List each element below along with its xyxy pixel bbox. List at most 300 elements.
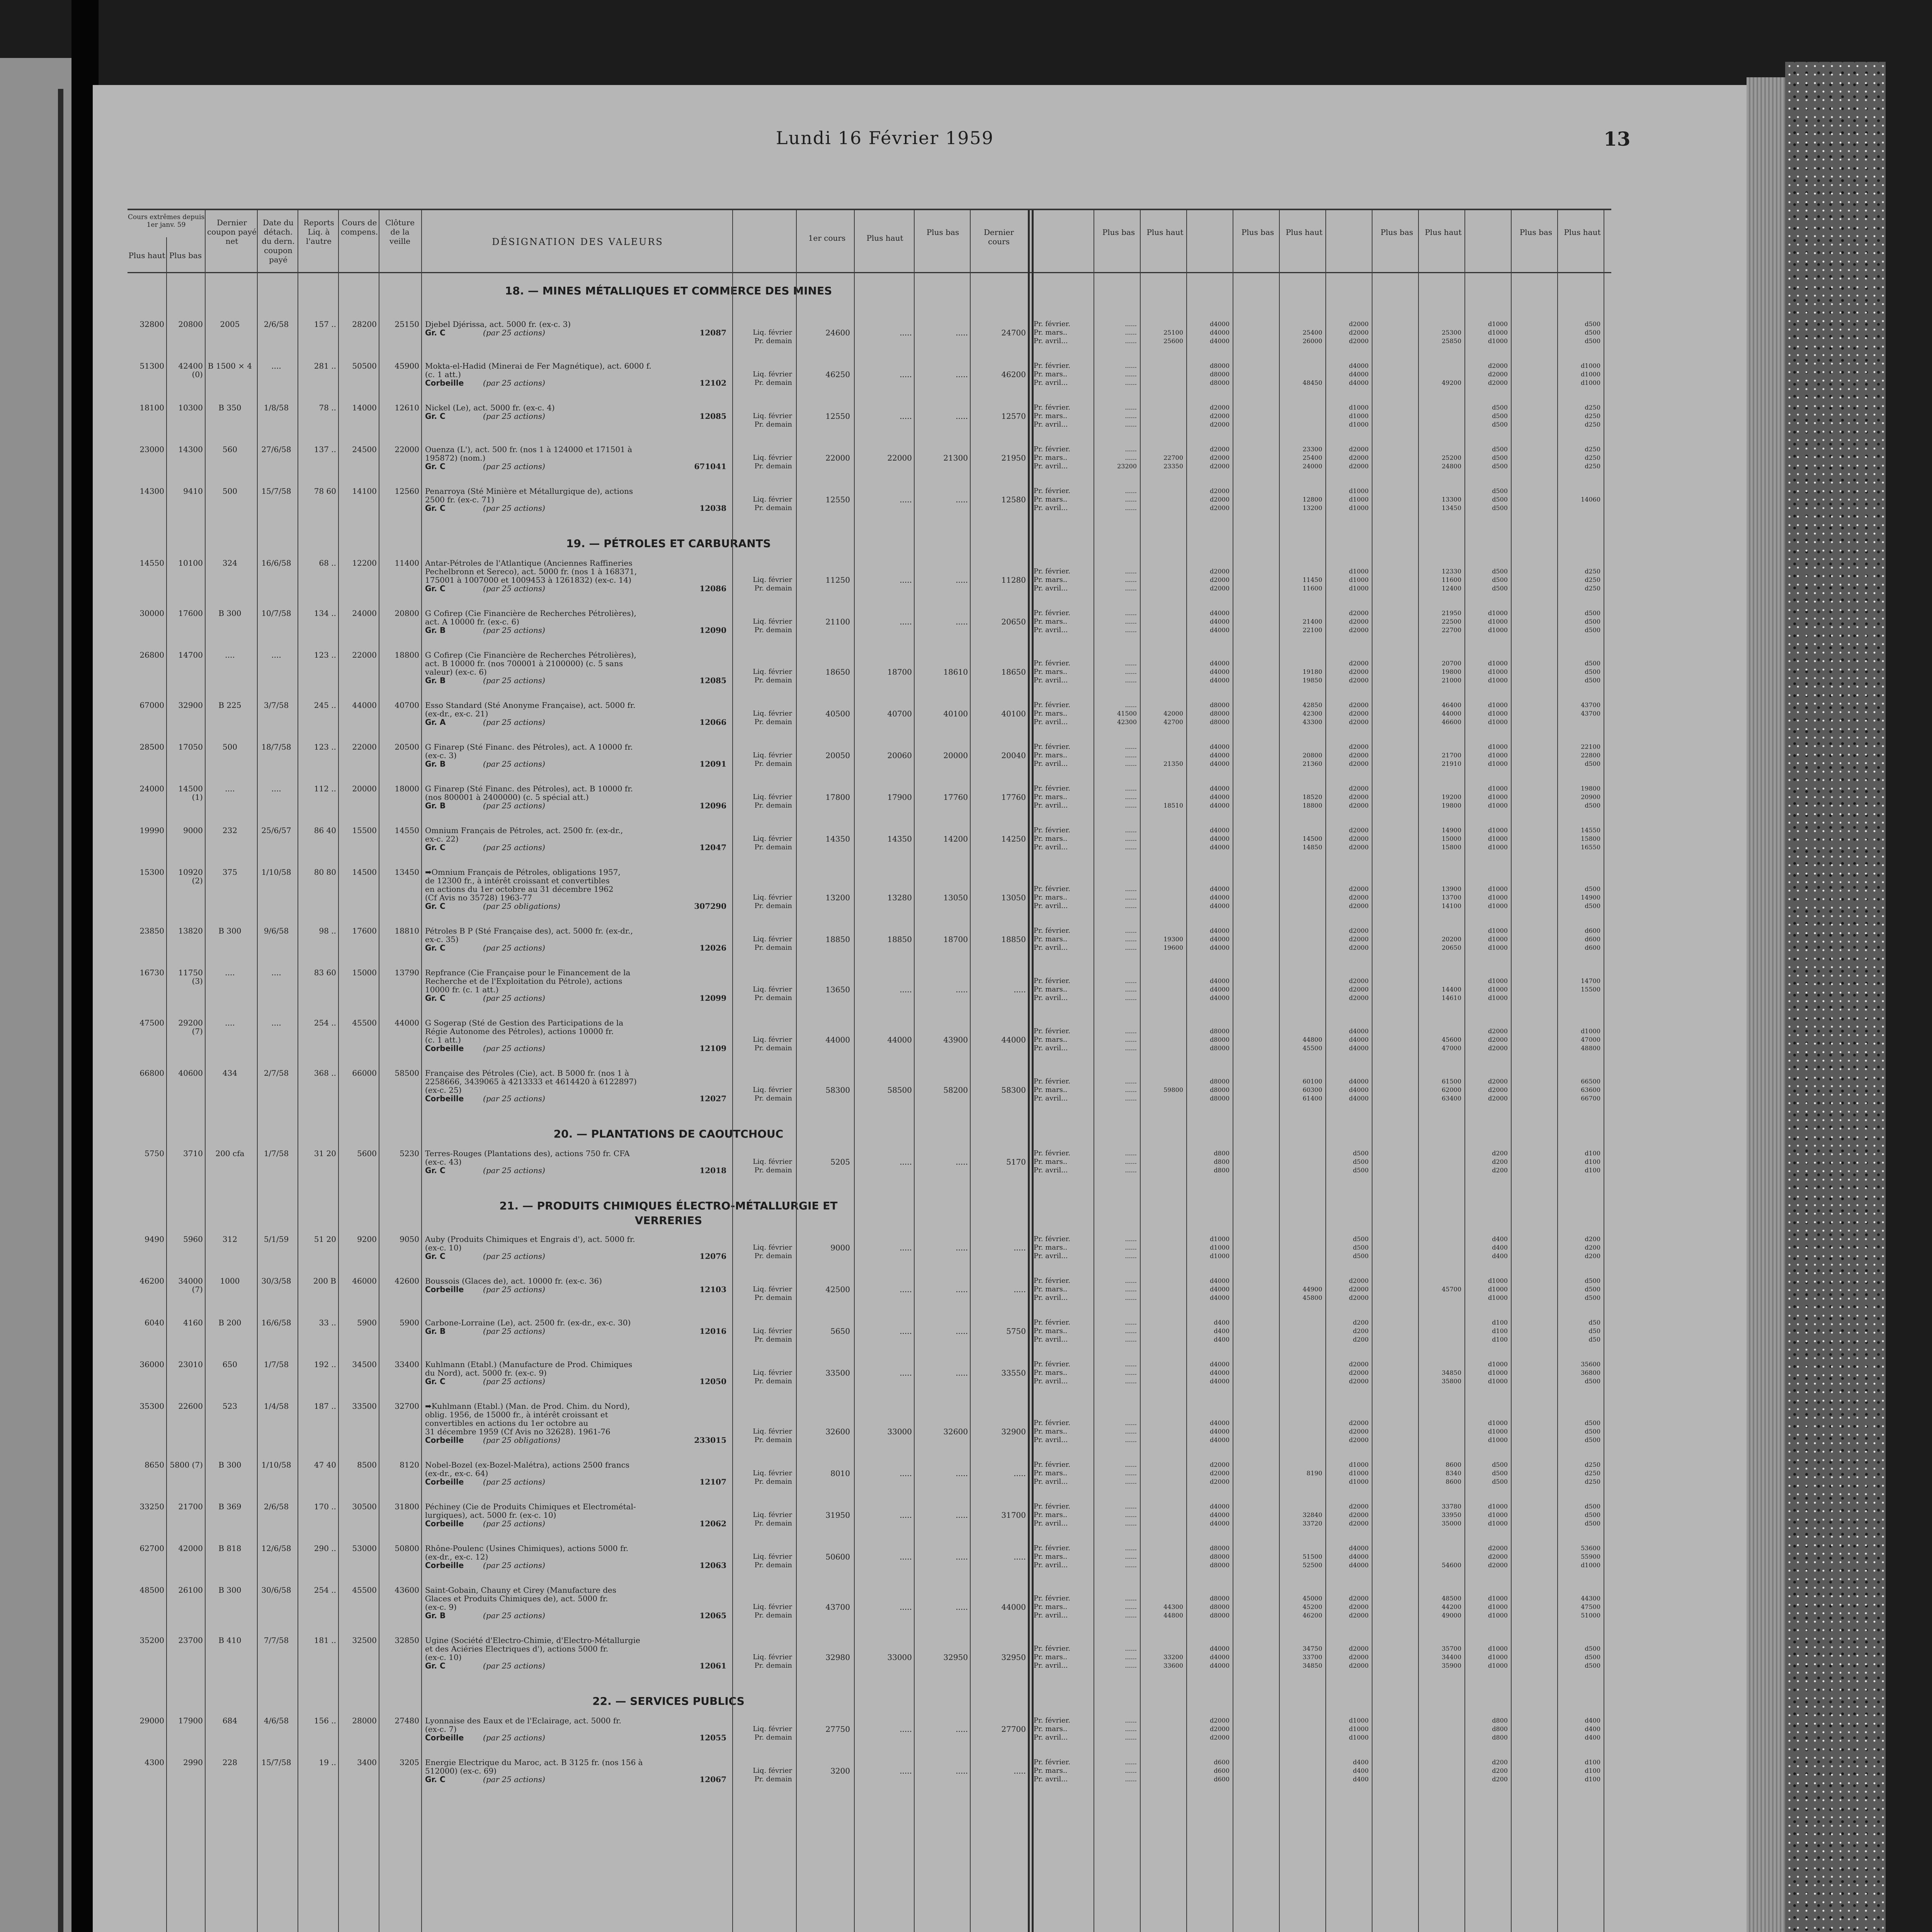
premium-value: d200 [1585, 1244, 1600, 1251]
settlement-labels [734, 1725, 792, 1742]
premium-column-2 [1140, 701, 1183, 726]
premium-value: d2000 [1210, 404, 1230, 411]
premium-value: d4000 [1210, 935, 1230, 943]
premium-value: 46400 [1442, 701, 1461, 709]
premium-value: d400 [1214, 1327, 1230, 1335]
quote-dernier: 40100 [1001, 709, 1026, 718]
settlement-label: Pr. demain [754, 504, 792, 512]
premium-value: 25100 [1163, 329, 1183, 336]
premium-column-2 [1140, 1645, 1183, 1670]
cell-clot: 25150 [395, 320, 419, 329]
premium-value: 25400 [1303, 454, 1322, 461]
premium-column-5 [1325, 1544, 1369, 1570]
premium-value: 53600 [1581, 1544, 1600, 1552]
premium-value: ...... [1125, 785, 1137, 792]
security-code: 12062 [699, 1519, 726, 1528]
premium-value: ...... [1125, 894, 1137, 901]
premium-value: d4000 [1210, 944, 1230, 951]
premium-value: 42300 [1117, 718, 1137, 726]
cell-coupon: 324 [222, 558, 238, 568]
security-designation [425, 559, 730, 593]
premium-value: ...... [1125, 1653, 1137, 1661]
security-designation [425, 1461, 730, 1486]
premium-value [1140, 1243, 1183, 1252]
premium-column-3 [1186, 445, 1230, 471]
cell-ph: 35200 [139, 1636, 164, 1645]
premium-labels [1034, 977, 1092, 1002]
premium-value: 20800 [1303, 752, 1322, 759]
designation-line: valeur) (ex-c. 6) [425, 667, 487, 677]
premium-column-3 [1186, 1027, 1230, 1053]
settlement-label: Liq. février [753, 985, 792, 993]
premium-value: d1000 [1488, 668, 1508, 675]
premium-value: d800 [1214, 1158, 1230, 1165]
premium-value: d200 [1492, 1776, 1508, 1783]
premium-value: 35800 [1442, 1378, 1461, 1385]
premium-value: d8000 [1210, 1095, 1230, 1102]
cell-pb: 17600 [178, 609, 203, 618]
premium-value: 55900 [1581, 1553, 1600, 1560]
cell-coupon: 500 [222, 742, 238, 752]
premium-value: 34850 [1303, 1662, 1322, 1669]
premium-value [1140, 826, 1183, 835]
settlement-label: Liq. février [753, 1036, 792, 1044]
premium-column-8 [1557, 1318, 1600, 1344]
cell-coupon: B 300 [218, 1460, 242, 1469]
col-dernier-coupon: Dernier coupon payé net [207, 218, 257, 246]
quote-dernier: 27700 [1001, 1725, 1026, 1734]
premium-value: d100 [1585, 1167, 1600, 1174]
premium-label: Pr. avril... [1034, 801, 1068, 810]
premium-column-2 [1140, 1758, 1183, 1784]
cell-pb: 2990 [183, 1758, 203, 1767]
premium-column-7 [1464, 1544, 1508, 1570]
security-code: 671041 [694, 462, 726, 471]
premium-value: d2000 [1210, 1725, 1230, 1733]
cell-comp: 32500 [352, 1636, 377, 1645]
premium-value: ...... [1125, 927, 1137, 934]
premium-value [1140, 1027, 1183, 1036]
quote-premier: 5650 [830, 1327, 850, 1336]
premium-value: d2000 [1210, 454, 1230, 461]
premium-value: d2000 [1210, 463, 1230, 470]
cell-coupon: B 818 [218, 1544, 242, 1553]
quote-haut: ..... [900, 412, 912, 421]
cell-clot: 31800 [395, 1502, 419, 1511]
cell-rep: 157 .. [314, 320, 336, 329]
quote-premier: 3200 [830, 1766, 850, 1776]
designation-line: 10000 fr. (c. 1 att.) [425, 985, 499, 994]
designation-line: Carbone-Lorraine (Le), act. 2500 fr. (ex-dr., ex-c. 30) [425, 1318, 631, 1327]
premium-value: d500 [1492, 1478, 1508, 1485]
quote-bas: 21300 [943, 453, 968, 463]
premium-column-5 [1325, 320, 1369, 345]
premium-label: Pr. mars.. [1034, 576, 1068, 584]
premium-value: d50 [1588, 1319, 1600, 1326]
premium-value [1279, 1716, 1322, 1725]
cell-ph: 47500 [139, 1018, 164, 1027]
group-line [425, 1094, 730, 1103]
premium-value: 21910 [1442, 760, 1461, 767]
premium-value: d500 [1585, 320, 1600, 328]
premium-value: ...... [1125, 1167, 1137, 1174]
premium-value: 44300 [1581, 1595, 1600, 1602]
premium-value: ...... [1125, 1734, 1137, 1741]
lot-size: (par 25 actions) [483, 626, 545, 635]
premium-label: Pr. mars.. [1034, 1327, 1068, 1335]
premium-value: d2000 [1349, 463, 1369, 470]
quote-bas: ..... [956, 1602, 968, 1612]
premium-labels [1034, 1318, 1092, 1344]
premium-value [1140, 362, 1183, 370]
quote-haut: ..... [900, 1327, 912, 1336]
cell-clot: 22000 [395, 445, 419, 454]
premium-column-3 [1186, 487, 1230, 512]
premium-value: d2000 [1349, 1378, 1369, 1385]
premium-column-1 [1094, 445, 1137, 471]
cell-coupon: 684 [222, 1716, 238, 1725]
premium-value: 19600 [1163, 944, 1183, 951]
cell-pb: 4160 [183, 1318, 203, 1327]
quote-dernier: ..... [1014, 1469, 1026, 1478]
designation-line: Péchiney (Cie de Produits Chimiques et Electrométal- [425, 1502, 636, 1511]
cell-coupon: 434 [222, 1068, 238, 1078]
premium-value: d250 [1585, 1478, 1600, 1485]
premium-value [1418, 487, 1461, 495]
premium-column-3 [1186, 1758, 1230, 1784]
premium-column-7 [1464, 1277, 1508, 1302]
premium-value: d2000 [1349, 785, 1369, 792]
premium-value: d50 [1588, 1327, 1600, 1335]
premium-value: ...... [1125, 1286, 1137, 1293]
premium-label: Pr. avril... [1034, 1044, 1068, 1052]
cell-rep: 368 .. [314, 1068, 336, 1078]
premium-label: Pr. février. [1034, 362, 1071, 370]
designation-line: Lyonnaise des Eaux et de l'Eclairage, act. 5000 fr. [425, 1716, 621, 1725]
premium-value: d500 [1492, 454, 1508, 461]
group-code: Gr. C [425, 462, 446, 471]
premium-value [1279, 1235, 1322, 1243]
table-row [128, 445, 1611, 471]
premium-column-3 [1186, 1716, 1230, 1742]
cell-date: .... [271, 784, 281, 793]
premium-labels [1034, 362, 1092, 387]
premium-value: d1000 [1581, 1561, 1600, 1569]
premium-value: d4000 [1210, 986, 1230, 993]
premium-value: 22100 [1581, 743, 1600, 750]
quote-dernier: ..... [1014, 1766, 1026, 1776]
premium-value: d1000 [1488, 885, 1508, 893]
premium-value: d4000 [1210, 626, 1230, 634]
designation-line: (ex-c. 10) [425, 1243, 462, 1252]
premium-value: d1000 [1349, 404, 1369, 411]
cell-pb: 14700 [178, 650, 203, 660]
premium-value: ...... [1125, 827, 1137, 834]
premium-value [1418, 1436, 1461, 1444]
table-row [128, 1019, 1611, 1053]
cell-date: 1/8/58 [264, 403, 289, 412]
settlement-labels [734, 1553, 792, 1570]
premium-label: Pr. février. [1034, 1318, 1071, 1327]
premium-value: 35900 [1442, 1662, 1461, 1669]
premium-value: d2000 [1210, 412, 1230, 420]
premium-value: d8000 [1210, 718, 1230, 726]
premium-column-7 [1464, 977, 1508, 1002]
premium-column-1 [1094, 1318, 1137, 1344]
premium-value: 25600 [1163, 337, 1183, 345]
premium-value [1418, 403, 1461, 412]
premium-column-2 [1140, 1716, 1183, 1742]
premium-label: Pr. avril... [1034, 1166, 1068, 1174]
premium-column-7 [1464, 1027, 1508, 1053]
premium-value: d2000 [1349, 668, 1369, 675]
marbled-binding [1785, 62, 1886, 1932]
column-rule [1511, 210, 1512, 1932]
premium-column-5 [1325, 1235, 1369, 1260]
premium-column-5 [1325, 927, 1369, 952]
cell-ph: 15300 [139, 867, 164, 877]
premium-value: d4000 [1210, 329, 1230, 336]
group-line [425, 1662, 730, 1670]
premium-value: 44800 [1163, 1612, 1183, 1619]
premium-labels [1034, 659, 1092, 685]
premium-value: d1000 [1349, 568, 1369, 575]
premium-column-7 [1464, 609, 1508, 634]
premium-column-4 [1279, 1594, 1322, 1620]
table-row [128, 1758, 1611, 1784]
premium-value [1140, 1369, 1183, 1377]
premium-value: d4000 [1210, 1419, 1230, 1427]
quote-bas: ..... [956, 412, 968, 421]
group-code: Gr. C [425, 1661, 446, 1670]
designation-line: Nobel-Bozel (ex-Bozel-Malétra), actions 2500 francs [425, 1460, 630, 1469]
premium-value: 61400 [1303, 1095, 1322, 1102]
premium-column-6 [1418, 885, 1461, 910]
page-date: Lundi 16 Février 1959 [776, 128, 994, 148]
premium-value [1279, 1733, 1322, 1742]
premium-value [1418, 1767, 1461, 1775]
premium-value: d1000 [1488, 935, 1508, 943]
premium-value: d500 [1353, 1235, 1369, 1243]
column-rule [1186, 210, 1187, 1932]
group-code: Gr. C [425, 1377, 446, 1386]
premium-label: Pr. février. [1034, 885, 1071, 893]
cell-coupon: 228 [222, 1758, 238, 1767]
premium-value: 63600 [1581, 1086, 1600, 1094]
quote-bas: 13050 [943, 893, 968, 902]
premium-column-2 [1140, 743, 1183, 768]
premium-labels [1034, 1645, 1092, 1670]
premium-value: d500 [1492, 504, 1508, 512]
designation-line: Kuhlmann (Etabl.) (Manufacture de Prod. Chimiques [425, 1360, 633, 1369]
cell-pb: 40600 [178, 1068, 203, 1078]
cell-rep: 245 .. [314, 701, 336, 710]
designation-line: (ex-c. 7) [425, 1725, 457, 1734]
designation-line: Recherche et de l'Exploitation du Pétrole), actions [425, 976, 622, 986]
premium-value: d2000 [1488, 1553, 1508, 1560]
premium-column-3 [1186, 1149, 1230, 1175]
group-line [425, 1561, 730, 1570]
premium-value: d500 [1492, 496, 1508, 503]
premium-value: d1000 [1488, 1653, 1508, 1661]
premium-column-4 [1279, 826, 1322, 852]
premium-value: d2000 [1210, 1461, 1230, 1468]
premium-label: Pr. mars.. [1034, 1285, 1068, 1293]
table-row [128, 784, 1611, 810]
premium-value: d1000 [1349, 1725, 1369, 1733]
premium-value: ...... [1125, 668, 1137, 675]
premium-column-7 [1464, 362, 1508, 387]
premium-column-2 [1140, 403, 1183, 429]
premium-column-8 [1557, 701, 1600, 726]
quote-premier: 20050 [825, 751, 850, 760]
premium-value: d2000 [1349, 935, 1369, 943]
settlement-label: Liq. février [753, 1369, 792, 1377]
premium-column-5 [1325, 1594, 1369, 1620]
cell-ph: 51300 [139, 361, 164, 371]
premium-value: d8000 [1210, 710, 1230, 717]
premium-value [1418, 1335, 1461, 1344]
premium-label: Pr. mars.. [1034, 617, 1068, 626]
group-line [425, 1519, 730, 1528]
premium-label: Pr. février. [1034, 1149, 1071, 1157]
premium-value: d1000 [1488, 660, 1508, 667]
premium-label: Pr. mars.. [1034, 1469, 1068, 1477]
premium-value: 45500 [1303, 1044, 1322, 1052]
cell-coupon: 500 [222, 486, 238, 496]
premium-value: d2000 [1349, 1595, 1369, 1602]
premium-label: Pr. avril... [1034, 1294, 1068, 1302]
settlement-label: Pr. demain [754, 718, 792, 726]
group-line [425, 760, 730, 768]
premium-label: Pr. avril... [1034, 1377, 1068, 1385]
premium-value [1418, 743, 1461, 751]
premium-value [1418, 1553, 1461, 1561]
cell-date: 18/7/58 [261, 742, 291, 752]
premium-column-7 [1464, 659, 1508, 685]
premium-value [1140, 1733, 1183, 1742]
premium-value: 15800 [1442, 844, 1461, 851]
table-row [128, 320, 1611, 345]
premium-column-5 [1325, 1419, 1369, 1444]
premium-column-3 [1186, 1318, 1230, 1344]
quote-dernier: 14250 [1001, 834, 1026, 844]
premium-column-1 [1094, 1758, 1137, 1784]
premium-column-6 [1418, 1027, 1461, 1053]
premium-value: d2000 [1349, 626, 1369, 634]
premium-value: d8000 [1210, 1044, 1230, 1052]
premium-value: 19180 [1303, 668, 1322, 675]
cell-comp: 12200 [352, 558, 377, 568]
premium-value: d8000 [1210, 371, 1230, 378]
premium-value: d2000 [1349, 902, 1369, 910]
premium-column-3 [1186, 885, 1230, 910]
premium-value: d4000 [1349, 1086, 1369, 1094]
premium-value: d2000 [1349, 1436, 1369, 1444]
premium-value: d500 [1585, 329, 1600, 336]
premium-value: d1000 [1488, 1419, 1508, 1427]
premium-value: 15800 [1581, 835, 1600, 842]
premium-value: d500 [1585, 1662, 1600, 1669]
quote-bas: ..... [956, 617, 968, 626]
designation-line: Rhône-Poulenc (Usines Chimiques), actions 5000 fr. [425, 1544, 629, 1553]
security-designation [425, 1277, 730, 1294]
premium-value: 12800 [1303, 496, 1322, 503]
premium-value: d2000 [1488, 1027, 1508, 1035]
designation-line: 2500 fr. (ex-c. 71) [425, 495, 495, 504]
settlement-labels [734, 495, 792, 512]
col-plus-bas: Plus bas [169, 251, 202, 260]
cell-comp: 20000 [352, 784, 377, 793]
premium-labels [1034, 743, 1092, 768]
premium-value [1279, 1544, 1322, 1553]
security-code: 12066 [699, 718, 726, 727]
premium-label: Pr. mars.. [1034, 751, 1068, 759]
cell-ph: 36000 [139, 1360, 164, 1369]
cell-rep: 80 80 [314, 867, 336, 877]
cell-pb: 21700 [178, 1502, 203, 1511]
security-code: 12102 [699, 378, 726, 388]
premium-column-8 [1557, 1461, 1600, 1486]
premium-value [1140, 420, 1183, 429]
settlement-labels [734, 617, 792, 634]
premium-value: ...... [1125, 1469, 1137, 1477]
premium-value: ...... [1125, 902, 1137, 910]
lot-size: (par 25 actions) [483, 1094, 545, 1103]
premium-value: d500 [1353, 1150, 1369, 1157]
premium-value: d250 [1585, 585, 1600, 592]
group-code: Gr. B [425, 801, 446, 810]
settlement-label: Pr. demain [754, 1775, 792, 1783]
premium-label: Pr. février. [1034, 1419, 1071, 1427]
premium-value: d100 [1492, 1319, 1508, 1326]
premium-value: d500 [1585, 1277, 1600, 1284]
premium-value: d4000 [1210, 793, 1230, 801]
premium-labels [1034, 1461, 1092, 1486]
premium-value: ...... [1125, 626, 1137, 634]
quote-bas: 18610 [943, 667, 968, 677]
designation-line: du Nord), act. 5000 fr. (ex-c. 9) [425, 1368, 547, 1378]
cell-ph: 5750 [145, 1149, 164, 1158]
quote-dernier: 32900 [1001, 1427, 1026, 1436]
premium-value: d600 [1214, 1759, 1230, 1766]
group-code: Corbeille [425, 1094, 464, 1103]
cell-date: 9/6/58 [264, 926, 289, 935]
quote-premier: 31950 [825, 1510, 850, 1520]
lot-size: (par 25 actions) [483, 503, 545, 513]
premium-value: ...... [1125, 660, 1137, 667]
premium-value: d1000 [1488, 1361, 1508, 1368]
premium-value: d100 [1492, 1336, 1508, 1343]
designation-line: G Finarep (Sté Financ. des Pétroles), act. A 10000 fr. [425, 742, 633, 752]
premium-value: ...... [1125, 743, 1137, 750]
premium-value: 13300 [1442, 496, 1461, 503]
cell-date: 15/7/58 [261, 486, 291, 496]
cell-comp: 45500 [352, 1018, 377, 1027]
premium-column-3 [1186, 609, 1230, 634]
premium-value: ...... [1125, 1725, 1137, 1733]
group-code: Gr. C [425, 1775, 446, 1784]
premium-value: ...... [1125, 1776, 1137, 1783]
premium-value [1279, 994, 1322, 1002]
settlement-label: Pr. demain [754, 1436, 792, 1444]
section-title: 20. — PLANTATIONS DE CAOUTCHOUC [553, 1128, 784, 1140]
premium-value [1557, 994, 1600, 1002]
column-rule [1279, 210, 1280, 1932]
premium-value: d800 [1214, 1167, 1230, 1174]
premium-value: 44900 [1303, 1286, 1322, 1293]
group-line [425, 843, 730, 852]
